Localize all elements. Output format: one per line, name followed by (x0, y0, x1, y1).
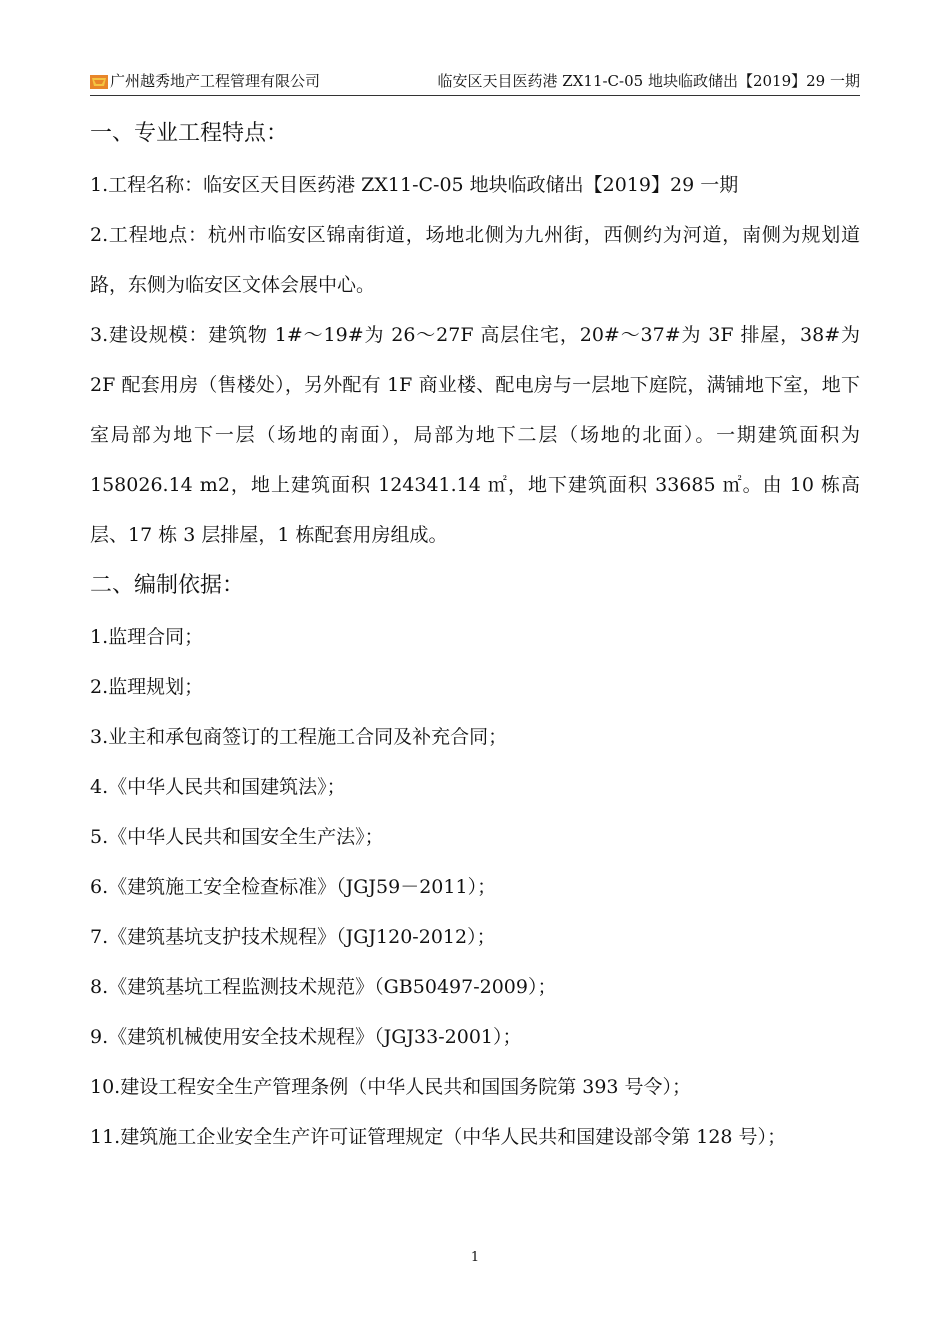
feature-item-location: 2.工程地点：杭州市临安区锦南街道，场地北侧为九州街，西侧约为河道，南侧为规划道路，东侧为临安区文体会展中心。 (90, 224, 860, 296)
page-content (90, 108, 860, 1162)
basis-item: 10.建设工程安全生产管理条例（中华人民共和国国务院第 393 号令）； (90, 1076, 692, 1098)
header-company-block (90, 71, 320, 91)
basis-item: 3.业主和承包商签订的工程施工合同及补充合同； (90, 726, 508, 748)
basis-item: 6.《建筑施工安全检查标准》（JGJ59－2011）； (90, 876, 497, 898)
basis-item: 1.监理合同； (90, 626, 204, 648)
feature-item-scale: 3.建设规模：建筑物 1#～19#为 26～27F 高层住宅，20#～37#为 3F 排屋，38#为 2F 配套用房（售楼处），另外配有 1F 商业楼、配电房与一层地下庭院，满铺地下室，地下室局部为地下一层（场地的南面），局部为地下二层（场地的北面）。一期建筑面积为 158026.14 m2，地上建筑面积 124341.14 ㎡，地下建筑面积 33685 ㎡。由 10 栋高层、17 栋 3 层排屋，1 栋配套用房组成。 (90, 324, 860, 546)
basis-item: 8.《建筑基坑工程监测技术规范》（GB50497-2009）； (90, 976, 557, 998)
basis-item: 2.监理规划； (90, 676, 204, 698)
basis-item: 4.《中华人民共和国建筑法》； (90, 776, 346, 798)
section-heading-features: 一、专业工程特点： (90, 121, 289, 146)
basis-item: 7.《建筑基坑支护技术规程》（JGJ120-2012）； (90, 926, 496, 948)
page-header (90, 70, 860, 92)
feature-item-project-name: 1.工程名称：临安区天目医药港 ZX11-C-05 地块临政储出【2019】29 一期 (90, 174, 739, 196)
company-logo-icon (90, 74, 108, 88)
page-number: 1 (470, 1250, 480, 1265)
basis-item: 11.建筑施工企业安全生产许可证管理规定（中华人民共和国建设部令第 128 号）； (90, 1126, 787, 1148)
header-company-name: 广州越秀地产工程管理有限公司 (110, 72, 321, 90)
section-heading-basis: 二、编制依据： (90, 573, 245, 598)
header-divider (90, 95, 860, 96)
header-project-name: 临安区天目医药港 ZX11-C-05 地块临政储出【2019】29 一期 (437, 72, 860, 90)
basis-item: 9.《建筑机械使用安全技术规程》（JGJ33-2001）； (90, 1026, 522, 1048)
basis-item: 5.《中华人民共和国安全生产法》； (90, 826, 384, 848)
